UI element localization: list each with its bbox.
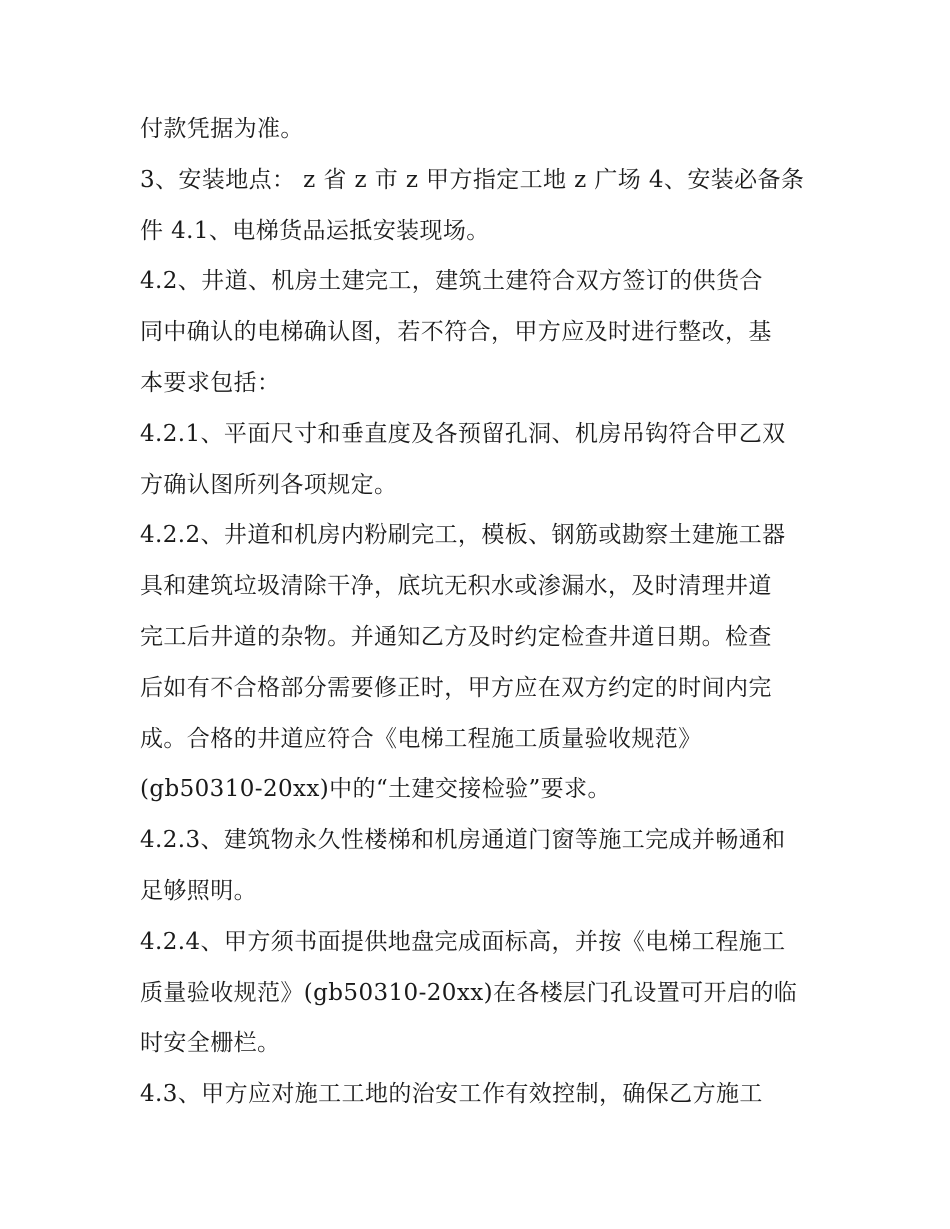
paragraph-payment-basis — [140, 104, 820, 155]
paragraph-section-4-2-4 — [140, 917, 820, 1069]
text-line: 4.2.2、井道和机房内粉刷完工，模板、钢筋或勘察土建施工器 — [140, 522, 786, 549]
paragraph-section-4-2 — [140, 256, 820, 408]
paragraph-section-4-3 — [140, 1069, 820, 1120]
text-line: 时安全栅栏。 — [140, 1030, 281, 1057]
text-line: 4.2、井道、机房土建完工，建筑土建符合双方签订的供货合 — [140, 268, 763, 295]
text-line: 付款凭据为准。 — [140, 116, 304, 142]
text-line: 足够照明。 — [140, 877, 257, 904]
text-line: 方确认图所列各项规定。 — [140, 471, 398, 498]
text-line: 4.2.1、平面尺寸和垂直度及各预留孔洞、机房吊钩符合甲乙双 — [140, 420, 786, 447]
text-line: 质量验收规范》(gb50310-20xx)在各楼层门孔设置可开启的临 — [140, 979, 798, 1006]
text-line: 4.3、甲方应对施工工地的治安工作有效控制，确保乙方施工 — [140, 1081, 763, 1108]
text-line: 本要求包括： — [140, 369, 281, 396]
paragraph-section-4-2-3 — [140, 815, 820, 917]
text-line: 同中确认的电梯确认图，若不符合，甲方应及时进行整改，基 — [140, 319, 772, 346]
paragraph-section-4-2-1 — [140, 409, 820, 511]
text-line: 后如有不合格部分需要修正时，甲方应在双方约定的时间内完 — [140, 674, 772, 701]
text-line: 成。合格的井道应符合《电梯工程施工质量验收规范》 — [140, 725, 702, 752]
text-line: 4.2.3、建筑物永久性楼梯和机房通道门窗等施工完成并畅通和 — [140, 827, 786, 854]
text-line: 4.2.4、甲方须书面提供地盘完成面标高，并按《电梯工程施工 — [140, 928, 786, 955]
paragraph-section-4-2-2 — [140, 510, 820, 815]
document-body — [140, 104, 820, 1120]
paragraph-installation-location — [140, 155, 820, 257]
text-line: 具和建筑垃圾清除干净，底坑无积水或渗漏水，及时清理井道 — [140, 573, 772, 600]
text-line: 3、安装地点： z 省 z 市 z 甲方指定工地 z 广场 4、安装必备条 — [140, 166, 805, 193]
text-line: 完工后井道的杂物。并通知乙方及时约定检查井道日期。检查 — [140, 623, 772, 650]
text-line: 件 4.1、电梯货品运抵安装现场。 — [140, 217, 490, 244]
text-line: (gb50310-20xx)中的“土建交接检验”要求。 — [140, 776, 611, 803]
